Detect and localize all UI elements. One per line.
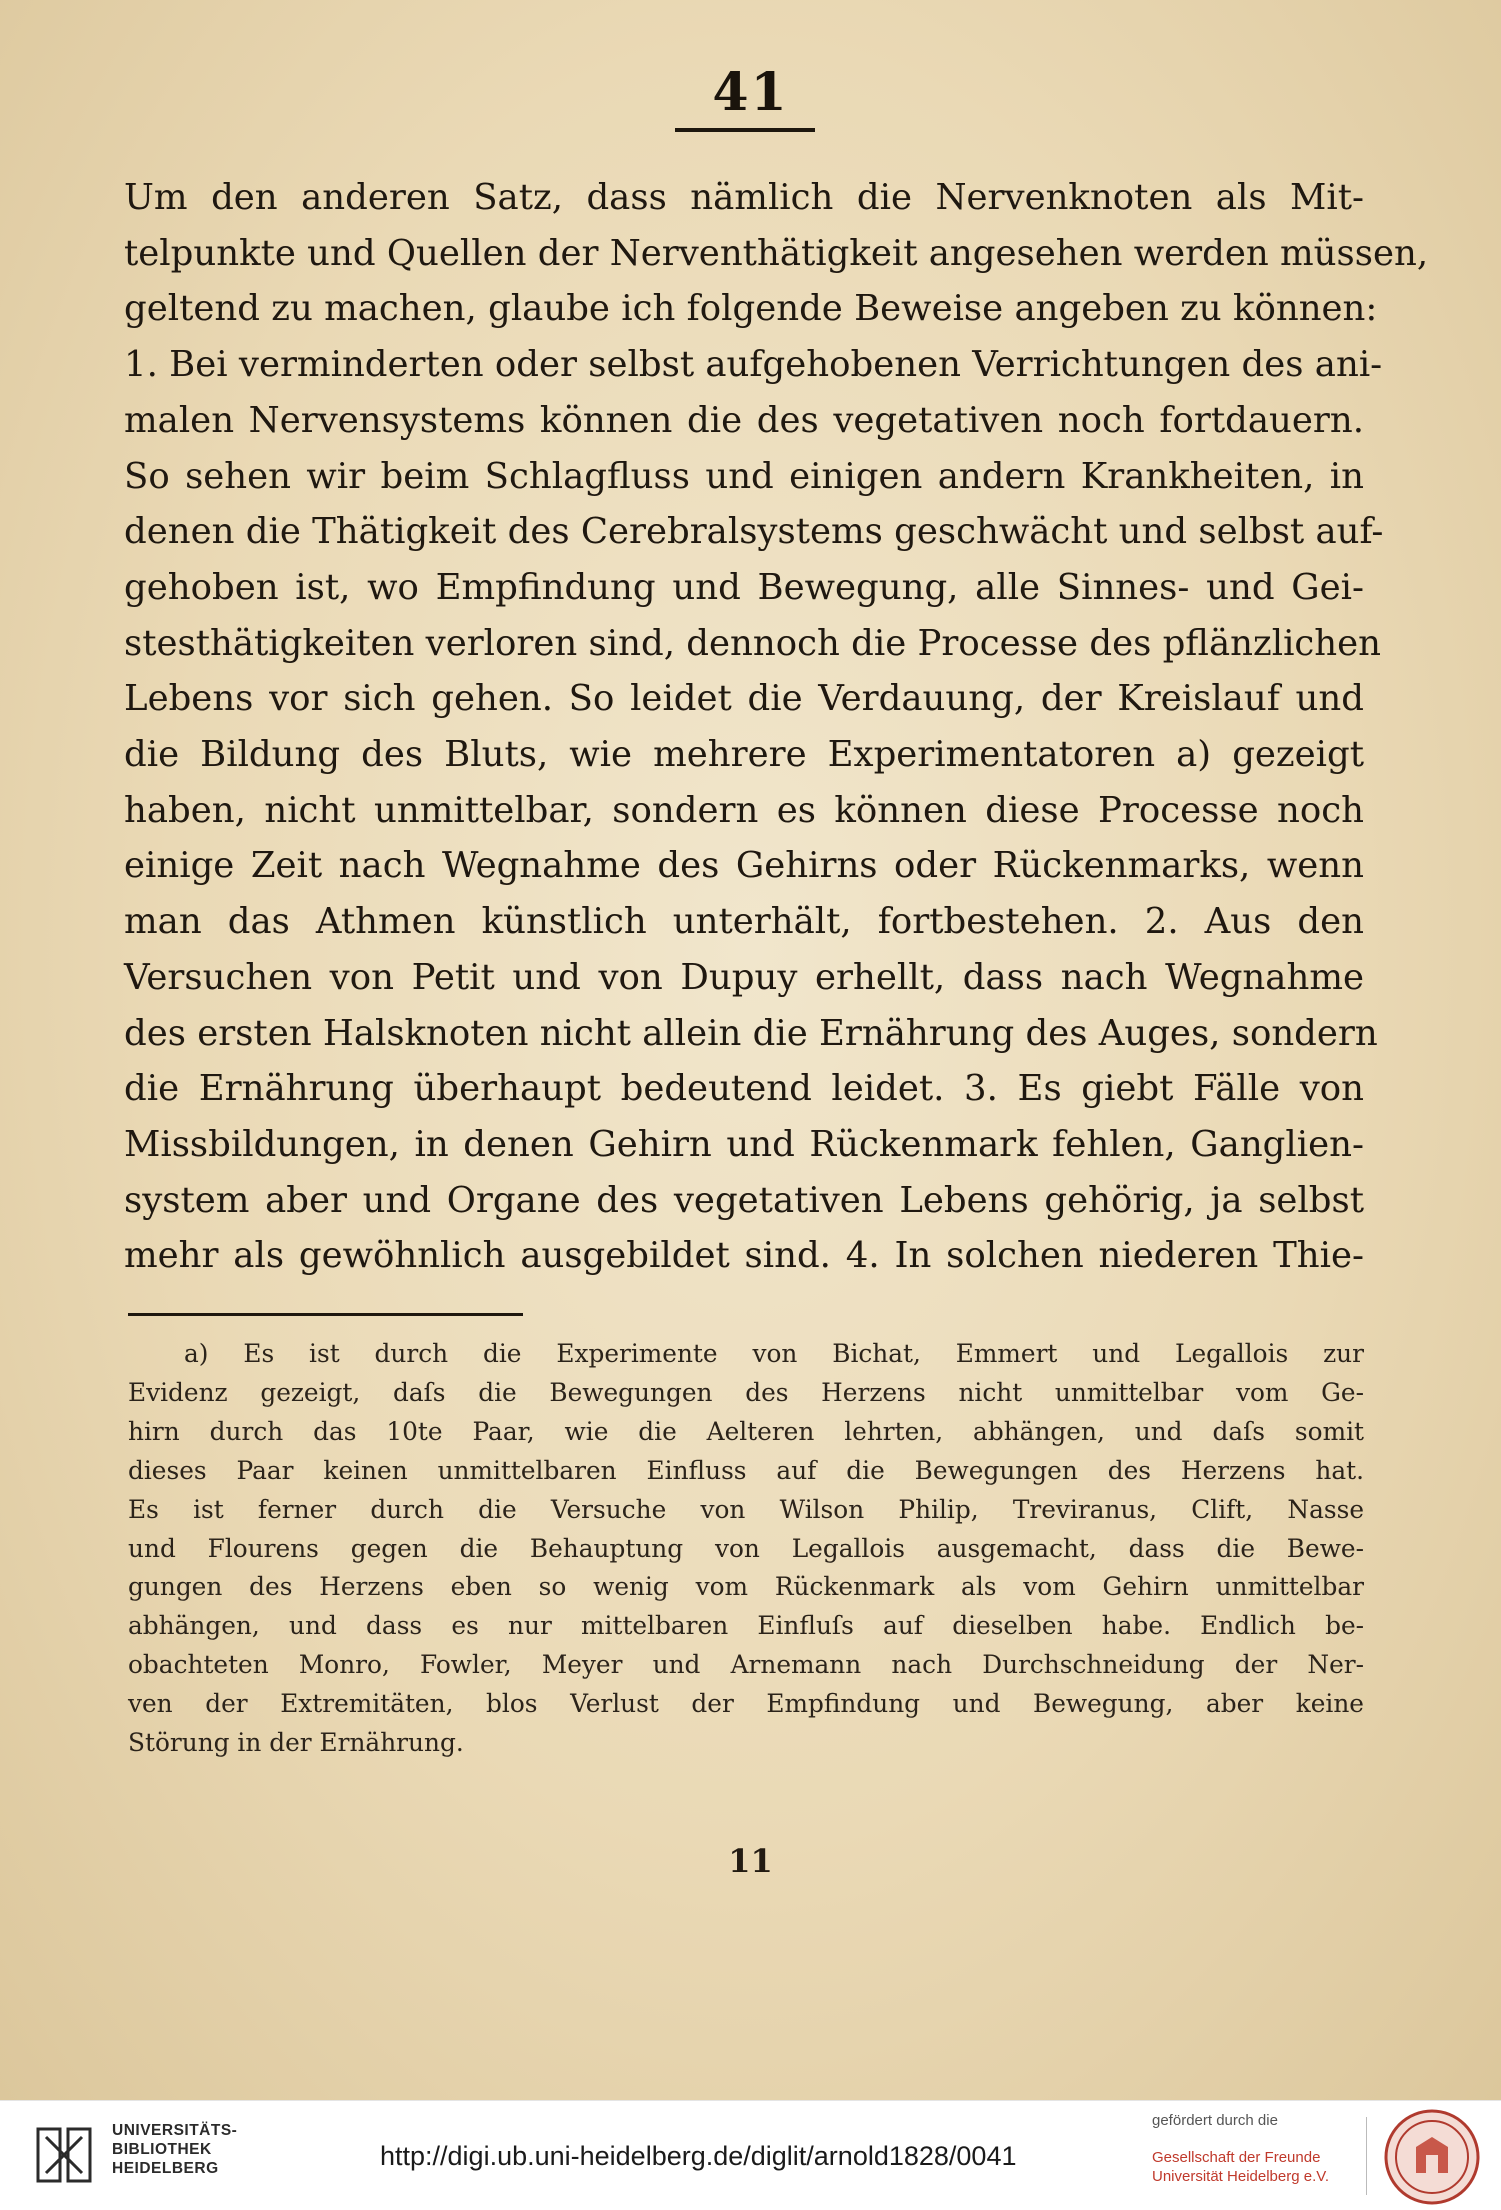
body-line: mehr als gewöhnlich ausgebildet sind. 4. In solchen niederen Thie- — [124, 1235, 1364, 1277]
footnote-line: und Flourens gegen die Behauptung von Legallois ausgemacht, dass die Bewe- — [128, 1533, 1364, 1563]
funder-name-line: Gesellschaft der Freunde — [1152, 2149, 1321, 2166]
footnote-line: ven der Extremitäten, blos Verlust der Empfindung und Bewegung, aber keine — [128, 1689, 1364, 1719]
permalink-url[interactable]: http://digi.ub.uni-heidelberg.de/diglit/arnold1828/0041 — [380, 2141, 1017, 2171]
library-name-line: UNIVERSITÄTS- — [112, 2122, 238, 2139]
footnote-line: obachteten Monro, Fowler, Meyer und Arnemann nach Durchschneidung der Ner- — [128, 1650, 1364, 1680]
body-line: So sehen wir beim Schlagfluss und einigen andern Krankheiten, in — [124, 455, 1364, 497]
body-line: denen die Thätigkeit des Cerebralsystems geschwächt und selbst auf- — [124, 511, 1384, 553]
funder-name-line: Universität Heidelberg e.V. — [1152, 2168, 1330, 2185]
signature-mark: 11 — [728, 1842, 773, 1880]
body-line: einige Zeit nach Wegnahme des Gehirns oder Rückenmarks, wenn — [124, 845, 1364, 887]
body-text — [124, 170, 1429, 1284]
body-line: die Ernährung überhaupt bedeutend leidet. 3. Es giebt Fälle von — [124, 1068, 1364, 1110]
funding-note — [1152, 2111, 1329, 2186]
library-name-line: HEIDELBERG — [112, 2160, 219, 2177]
body-line: system aber und Organe des vegetativen Lebens gehörig, ja selbst — [124, 1179, 1364, 1221]
library-logo-icon[interactable] — [32, 2123, 96, 2187]
body-line: haben, nicht unmittelbar, sondern es können diese Processe noch — [124, 789, 1364, 831]
body-line: geltend zu machen, glaube ich folgende Beweise angeben zu können: — [124, 288, 1378, 330]
body-line: die Bildung des Bluts, wie mehrere Experimentatoren a) gezeigt — [124, 734, 1364, 776]
funded-by-label: gefördert durch die — [1152, 2112, 1278, 2129]
footnote — [128, 1335, 1364, 1763]
footnote-line: Evidenz gezeigt, daſs die Bewegungen des Herzens nicht unmittelbar vom Ge- — [128, 1377, 1364, 1407]
body-line: Um den anderen Satz, dass nämlich die Nervenknoten als Mit- — [124, 177, 1364, 218]
footnote-line: gungen des Herzens eben so wenig vom Rückenmark als vom Gehirn unmittelbar — [128, 1572, 1364, 1602]
body-line: des ersten Halsknoten nicht allein die Ernährung des Auges, sondern — [124, 1012, 1378, 1054]
library-name-line: BIBLIOTHEK — [112, 2141, 212, 2158]
body-line: stesthätigkeiten verloren sind, dennoch die Processe des pflänzlichen — [124, 622, 1382, 664]
footnote-line: a) Es ist durch die Experimente von Bichat, Emmert und Legallois zur — [184, 1339, 1364, 1368]
footnote-line: Störung in der Ernährung. — [128, 1728, 464, 1758]
body-line: man das Athmen künstlich unterhält, fortbestehen. 2. Aus den — [124, 901, 1364, 943]
footer-divider — [1366, 2117, 1367, 2195]
library-name — [112, 2121, 237, 2178]
body-line: gehoben ist, wo Empfindung und Bewegung, alle Sinnes- und Gei- — [124, 566, 1364, 608]
footer-bar — [0, 2100, 1501, 2210]
footnote-line: dieses Paar keinen unmittelbaren Einfluss auf die Bewegungen des Herzens hat. — [128, 1455, 1364, 1485]
body-line: malen Nervensystems können die des vegetativen noch fortdauern. — [124, 399, 1364, 441]
footnote-line: abhängen, und dass es nur mittelbaren Einfluſs auf dieselben habe. Endlich be- — [128, 1611, 1364, 1641]
footnote-rule — [128, 1313, 523, 1316]
header-rule — [675, 128, 815, 132]
footnote-line: hirn durch das 10te Paar, wie die Aelteren lehrten, abhängen, und daſs somit — [128, 1416, 1364, 1446]
body-line: Versuchen von Petit und von Dupuy erhellt, dass nach Wegnahme — [124, 956, 1364, 998]
footnote-line: Es ist ferner durch die Versuche von Wilson Philip, Treviranus, Clift, Nasse — [128, 1494, 1364, 1524]
body-line: 1. Bei verminderten oder selbst aufgehobenen Verrichtungen des ani- — [124, 344, 1383, 386]
body-line: Lebens vor sich gehen. So leidet die Verdauung, der Kreislauf und — [124, 678, 1364, 720]
university-seal-icon[interactable] — [1382, 2107, 1482, 2207]
page-number: 41 — [712, 62, 789, 123]
body-line: Missbildungen, in denen Gehirn und Rückenmark fehlen, Ganglien- — [124, 1123, 1364, 1165]
body-line: telpunkte und Quellen der Nerventhätigkeit angesehen werden müssen, — [124, 232, 1429, 274]
